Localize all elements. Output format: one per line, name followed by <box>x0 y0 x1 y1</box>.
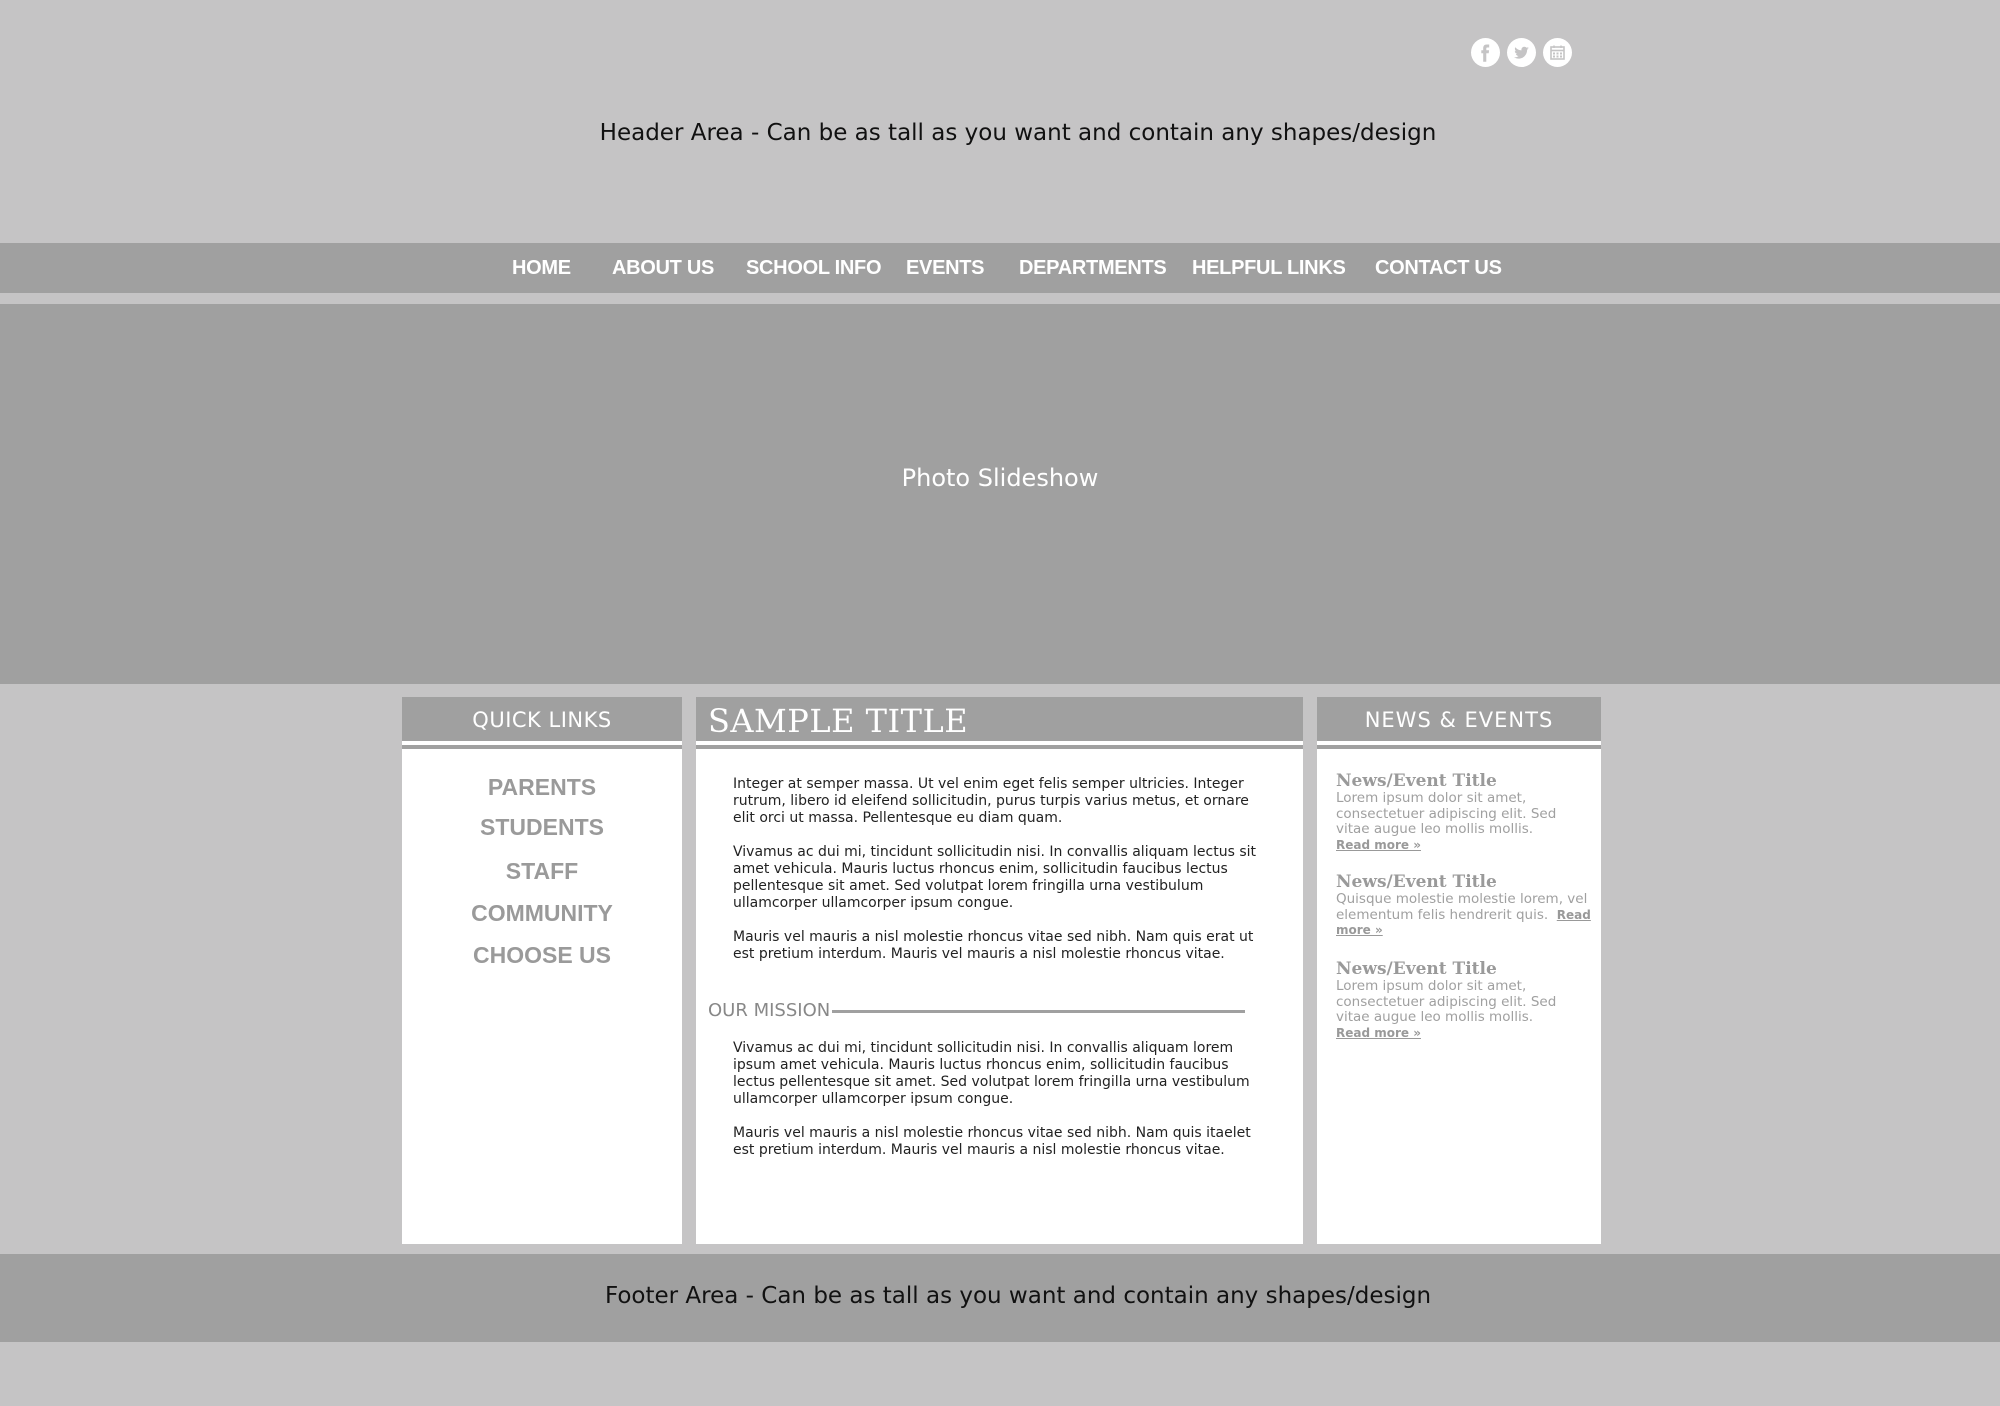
content-paragraph: Vivamus ac dui mi, tincidunt sollicitudin nisi. In convallis aliquam lectus sit amet vehicula. Mauris luctus rhoncus enim, sollicitudin faucibus lectus pellentesque sit amet. Sed volutpat lorem fringilla urna vestibulum ullamcorper ullamcorper ipsum congue. <box>733 844 1256 911</box>
read-more-link[interactable]: Read more » <box>1336 907 1591 937</box>
mission-heading: OUR MISSION <box>708 1000 831 1021</box>
news-text <box>1336 892 1591 939</box>
news-title[interactable]: News/Event Title <box>1336 872 1497 892</box>
main-nav <box>0 243 2000 293</box>
news-text: Lorem ipsum dolor sit amet, consectetuer adipiscing elit. Sed vitae augue leo mollis mollis. <box>1336 978 1557 1025</box>
news-item <box>1336 960 1591 1040</box>
news-events-title: NEWS & EVENTS <box>1317 697 1601 741</box>
page-title: SAMPLE TITLE <box>696 697 1303 741</box>
news-item <box>1336 873 1591 939</box>
quick-link-students[interactable]: STUDENTS <box>480 814 604 840</box>
calendar-icon[interactable] <box>1543 38 1572 67</box>
news-text: Lorem ipsum dolor sit amet, consectetuer adipiscing elit. Sed vitae augue leo mollis mollis. <box>1336 790 1557 837</box>
main-content-panel <box>696 697 1303 1244</box>
social-icons <box>1471 38 1572 67</box>
news-title[interactable]: News/Event Title <box>1336 771 1497 791</box>
nav-contact-us[interactable]: CONTACT US <box>1375 257 1502 279</box>
nav-home[interactable]: HOME <box>512 257 571 279</box>
news-text-body: Quisque molestie molestie lorem, vel elementum felis hendrerit quis. <box>1336 891 1588 923</box>
facebook-icon[interactable] <box>1471 38 1500 67</box>
news-events-panel <box>1317 697 1601 1244</box>
content-paragraph: Integer at semper massa. Ut vel enim eget felis semper ultricies. Integer rutrum, libero id eleifend sollicitudin, purus turpis varius metus, et ornare elit orci ut massa. Pellentesque eu diam quam. <box>733 776 1249 826</box>
nav-school-info[interactable]: SCHOOL INFO <box>746 257 882 279</box>
nav-about-us[interactable]: ABOUT US <box>612 257 715 279</box>
quick-links-panel <box>402 697 682 1244</box>
content-paragraph: Mauris vel mauris a nisl molestie rhoncus vitae sed nibh. Nam quis erat ut est pretium interdum. Mauris vel mauris a nisl molestie rhoncus vitae. <box>733 929 1254 962</box>
header-text: Header Area - Can be as tall as you want and contain any shapes/design <box>599 120 1437 146</box>
quick-link-community[interactable]: COMMUNITY <box>471 900 613 926</box>
twitter-icon[interactable] <box>1507 38 1536 67</box>
read-more-link[interactable]: Read more » <box>1336 837 1421 852</box>
footer-text: Footer Area - Can be as tall as you want and contain any shapes/design <box>604 1283 1432 1309</box>
nav-events[interactable]: EVENTS <box>906 257 985 279</box>
news-item <box>1336 772 1591 852</box>
divider <box>402 745 682 749</box>
footer-area <box>0 1254 2000 1342</box>
mission-divider <box>832 1010 1245 1013</box>
photo-slideshow[interactable] <box>0 304 2000 684</box>
quick-link-staff[interactable]: STAFF <box>505 858 579 884</box>
header-area <box>0 0 2000 243</box>
nav-helpful-links[interactable]: HELPFUL LINKS <box>1192 257 1346 279</box>
divider <box>696 745 1303 749</box>
slideshow-label: Photo Slideshow <box>901 464 1099 492</box>
quick-link-parents[interactable]: PARENTS <box>487 774 597 800</box>
quick-link-choose-us[interactable]: CHOOSE US <box>472 942 612 968</box>
read-more-link[interactable]: Read more » <box>1336 1025 1421 1040</box>
news-title[interactable]: News/Event Title <box>1336 959 1497 979</box>
nav-divider <box>0 293 2000 304</box>
quick-links-title: QUICK LINKS <box>402 697 682 741</box>
divider <box>1317 745 1601 749</box>
mission-paragraph: Vivamus ac dui mi, tincidunt sollicitudin nisi. In convallis aliquam lorem ipsum amet vehicula. Mauris luctus rhoncus enim, sollicitudin faucibus lectus pellentesque sit amet. Sed volutpat lorem fringilla urna vestibulum ullamcorper ullamcorper ipsum congue. <box>733 1040 1250 1107</box>
nav-departments[interactable]: DEPARTMENTS <box>1019 257 1167 279</box>
mission-paragraph: Mauris vel mauris a nisl molestie rhoncus vitae sed nibh. Nam quis itaelet est pretium interdum. Mauris vel mauris a nisl molestie rhoncus vitae. <box>733 1125 1251 1158</box>
